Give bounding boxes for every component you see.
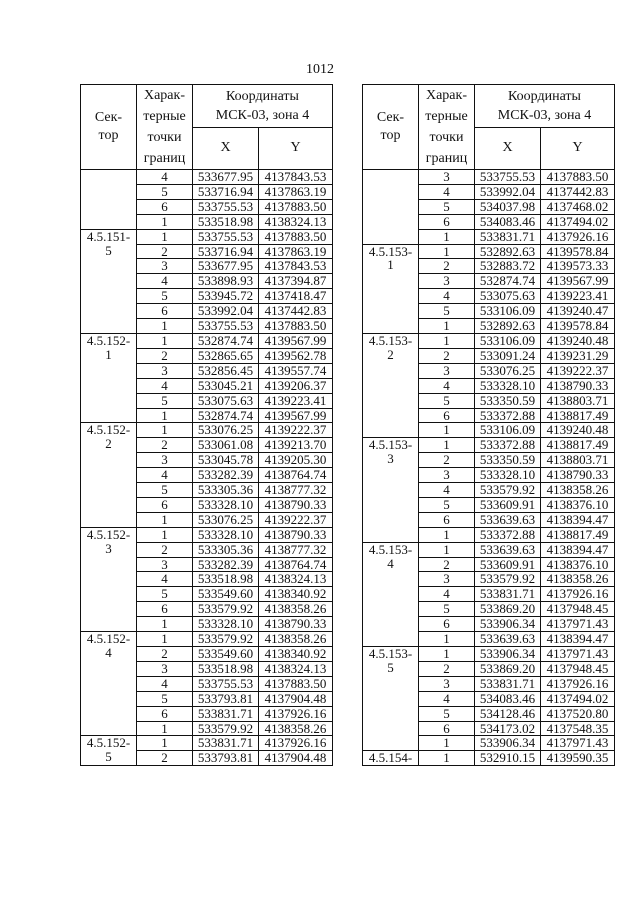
y-cell: 4137843.53 — [259, 259, 333, 274]
y-cell: 4137843.53 — [259, 170, 333, 185]
y-cell: 4138358.26 — [259, 602, 333, 617]
point-cell: 1 — [137, 319, 193, 334]
point-cell: 3 — [137, 259, 193, 274]
y-cell: 4138764.74 — [259, 468, 333, 483]
point-cell: 4 — [137, 274, 193, 289]
x-cell: 533831.71 — [475, 676, 541, 691]
y-cell: 4139562.78 — [259, 348, 333, 363]
x-cell: 533755.53 — [193, 229, 259, 244]
coordinates-table-left — [80, 84, 333, 766]
y-cell: 4137442.83 — [259, 304, 333, 319]
y-cell: 4139205.30 — [259, 453, 333, 468]
point-cell: 1 — [137, 214, 193, 229]
y-cell: 4138358.26 — [259, 632, 333, 647]
x-cell: 533755.53 — [193, 199, 259, 214]
x-cell: 533906.34 — [475, 617, 541, 632]
x-cell: 533831.71 — [475, 587, 541, 602]
y-cell: 4138790.33 — [541, 378, 615, 393]
x-cell: 533350.59 — [475, 393, 541, 408]
y-cell: 4138324.13 — [259, 214, 333, 229]
table-row — [81, 527, 333, 542]
point-cell: 3 — [137, 557, 193, 572]
y-cell: 4139240.47 — [541, 304, 615, 319]
point-cell: 1 — [419, 736, 475, 751]
y-cell: 4138324.13 — [259, 572, 333, 587]
table-row — [363, 244, 615, 259]
y-cell: 4138803.71 — [541, 453, 615, 468]
point-cell: 5 — [137, 691, 193, 706]
header-points: Харак- терные точки границ — [137, 85, 193, 170]
x-cell: 533639.63 — [475, 512, 541, 527]
y-cell: 4139223.41 — [259, 393, 333, 408]
point-cell: 1 — [419, 542, 475, 557]
x-cell: 532874.74 — [475, 274, 541, 289]
point-cell: 1 — [419, 333, 475, 348]
point-cell: 3 — [419, 170, 475, 185]
x-cell: 533716.94 — [193, 184, 259, 199]
header-y: Y — [259, 127, 333, 170]
y-cell: 4137926.16 — [541, 587, 615, 602]
y-cell: 4137883.50 — [259, 676, 333, 691]
x-cell: 533106.09 — [475, 333, 541, 348]
x-cell: 533076.25 — [475, 363, 541, 378]
x-cell: 533906.34 — [475, 736, 541, 751]
y-cell: 4139590.35 — [541, 751, 615, 766]
sector-cell: 4.5.154- — [363, 751, 419, 766]
sector-cell: 4.5.152- 2 — [81, 423, 137, 527]
table-row — [81, 170, 333, 185]
point-cell: 6 — [137, 304, 193, 319]
y-cell: 4139222.37 — [259, 423, 333, 438]
point-cell: 1 — [137, 736, 193, 751]
x-cell: 532856.45 — [193, 363, 259, 378]
point-cell: 2 — [137, 542, 193, 557]
x-cell: 533755.53 — [193, 319, 259, 334]
x-cell: 533350.59 — [475, 453, 541, 468]
x-cell: 533372.88 — [475, 527, 541, 542]
y-cell: 4137520.80 — [541, 706, 615, 721]
x-cell: 533328.10 — [193, 497, 259, 512]
header-sector: Сек- тор — [81, 85, 137, 170]
point-cell: 2 — [419, 259, 475, 274]
point-cell: 5 — [419, 497, 475, 512]
y-cell: 4138394.47 — [541, 542, 615, 557]
sector-cell: 4.5.151- 5 — [81, 229, 137, 333]
point-cell: 1 — [137, 617, 193, 632]
point-cell: 6 — [137, 497, 193, 512]
point-cell: 1 — [137, 721, 193, 736]
y-cell: 4139223.41 — [541, 289, 615, 304]
x-cell: 533793.81 — [193, 751, 259, 766]
sector-cell — [81, 170, 137, 230]
x-cell: 533869.20 — [475, 661, 541, 676]
point-cell: 1 — [419, 423, 475, 438]
x-cell: 534083.46 — [475, 214, 541, 229]
y-cell: 4137863.19 — [259, 184, 333, 199]
x-cell: 533755.53 — [193, 676, 259, 691]
x-cell: 533716.94 — [193, 244, 259, 259]
point-cell: 1 — [419, 751, 475, 766]
point-cell: 1 — [137, 408, 193, 423]
sector-cell: 4.5.152- 1 — [81, 333, 137, 422]
point-cell: 5 — [137, 587, 193, 602]
point-cell: 3 — [419, 676, 475, 691]
y-cell: 4139206.37 — [259, 378, 333, 393]
header-x: X — [475, 127, 541, 170]
y-cell: 4137971.43 — [541, 736, 615, 751]
y-cell: 4138817.49 — [541, 438, 615, 453]
y-cell: 4138777.32 — [259, 542, 333, 557]
y-cell: 4137904.48 — [259, 751, 333, 766]
point-cell: 4 — [419, 378, 475, 393]
y-cell: 4138358.26 — [259, 721, 333, 736]
x-cell: 533831.71 — [193, 736, 259, 751]
y-cell: 4139567.99 — [541, 274, 615, 289]
point-cell: 3 — [137, 661, 193, 676]
y-cell: 4139240.48 — [541, 333, 615, 348]
sector-cell: 4.5.153- 3 — [363, 438, 419, 542]
y-cell: 4138394.47 — [541, 632, 615, 647]
x-cell: 533305.36 — [193, 483, 259, 498]
point-cell: 6 — [419, 721, 475, 736]
x-cell: 533518.98 — [193, 661, 259, 676]
sector-cell: 4.5.153- 2 — [363, 333, 419, 437]
point-cell: 3 — [419, 572, 475, 587]
x-cell: 533639.63 — [475, 542, 541, 557]
point-cell: 4 — [137, 676, 193, 691]
table-row — [81, 423, 333, 438]
point-cell: 6 — [137, 199, 193, 214]
point-cell: 5 — [137, 483, 193, 498]
x-cell: 533549.60 — [193, 647, 259, 662]
x-cell: 533372.88 — [475, 408, 541, 423]
y-cell: 4137926.16 — [541, 676, 615, 691]
point-cell: 1 — [419, 244, 475, 259]
sector-cell: 4.5.153- 1 — [363, 244, 419, 333]
y-cell: 4137863.19 — [259, 244, 333, 259]
point-cell: 2 — [137, 438, 193, 453]
x-cell: 533282.39 — [193, 468, 259, 483]
point-cell: 1 — [419, 319, 475, 334]
point-cell: 1 — [419, 647, 475, 662]
y-cell: 4137883.50 — [259, 319, 333, 334]
x-cell: 533075.63 — [193, 393, 259, 408]
y-cell: 4139222.37 — [259, 512, 333, 527]
x-cell: 532892.63 — [475, 319, 541, 334]
point-cell: 5 — [419, 304, 475, 319]
x-cell: 533898.93 — [193, 274, 259, 289]
x-cell: 533045.21 — [193, 378, 259, 393]
y-cell: 4138340.92 — [259, 587, 333, 602]
header-y: Y — [541, 127, 615, 170]
x-cell: 533639.63 — [475, 632, 541, 647]
point-cell: 5 — [137, 393, 193, 408]
y-cell: 4138358.26 — [541, 483, 615, 498]
point-cell: 2 — [137, 751, 193, 766]
x-cell: 533328.10 — [475, 378, 541, 393]
x-cell: 533305.36 — [193, 542, 259, 557]
point-cell: 2 — [137, 647, 193, 662]
table-header — [81, 85, 333, 170]
x-cell: 533579.92 — [475, 572, 541, 587]
x-cell: 533869.20 — [475, 602, 541, 617]
y-cell: 4137418.47 — [259, 289, 333, 304]
point-cell: 5 — [419, 602, 475, 617]
point-cell: 6 — [137, 706, 193, 721]
x-cell: 533831.71 — [475, 229, 541, 244]
x-cell: 533076.25 — [193, 512, 259, 527]
x-cell: 533677.95 — [193, 259, 259, 274]
y-cell: 4139567.99 — [259, 408, 333, 423]
y-cell: 4137926.16 — [259, 706, 333, 721]
point-cell: 1 — [419, 438, 475, 453]
x-cell: 533793.81 — [193, 691, 259, 706]
x-cell: 533677.95 — [193, 170, 259, 185]
sector-cell: 4.5.153- 5 — [363, 647, 419, 751]
x-cell: 533518.98 — [193, 214, 259, 229]
x-cell: 533328.10 — [193, 617, 259, 632]
y-cell: 4137494.02 — [541, 691, 615, 706]
sector-cell: 4.5.152- 3 — [81, 527, 137, 631]
x-cell: 533106.09 — [475, 423, 541, 438]
x-cell: 533328.10 — [193, 527, 259, 542]
y-cell: 4139240.48 — [541, 423, 615, 438]
x-cell: 532883.72 — [475, 259, 541, 274]
x-cell: 533609.91 — [475, 497, 541, 512]
point-cell: 4 — [419, 184, 475, 199]
y-cell: 4138358.26 — [541, 572, 615, 587]
x-cell: 533518.98 — [193, 572, 259, 587]
x-cell: 533045.78 — [193, 453, 259, 468]
x-cell: 533992.04 — [193, 304, 259, 319]
point-cell: 4 — [419, 483, 475, 498]
x-cell: 533106.09 — [475, 304, 541, 319]
y-cell: 4137883.50 — [541, 170, 615, 185]
point-cell: 5 — [419, 706, 475, 721]
y-cell: 4137494.02 — [541, 214, 615, 229]
x-cell: 533549.60 — [193, 587, 259, 602]
y-cell: 4138340.92 — [259, 647, 333, 662]
table-row — [363, 438, 615, 453]
y-cell: 4138764.74 — [259, 557, 333, 572]
y-cell: 4137904.48 — [259, 691, 333, 706]
table-row — [363, 542, 615, 557]
table-body — [363, 170, 615, 766]
y-cell: 4137971.43 — [541, 647, 615, 662]
table-row — [81, 736, 333, 751]
x-cell: 532892.63 — [475, 244, 541, 259]
y-cell: 4138817.49 — [541, 527, 615, 542]
point-cell: 5 — [419, 393, 475, 408]
y-cell: 4138817.49 — [541, 408, 615, 423]
point-cell: 2 — [419, 453, 475, 468]
point-cell: 1 — [419, 229, 475, 244]
x-cell: 533372.88 — [475, 438, 541, 453]
y-cell: 4139222.37 — [541, 363, 615, 378]
sector-cell: 4.5.152- 5 — [81, 736, 137, 766]
point-cell: 4 — [419, 587, 475, 602]
point-cell: 6 — [419, 617, 475, 632]
x-cell: 533906.34 — [475, 647, 541, 662]
y-cell: 4138790.33 — [259, 617, 333, 632]
y-cell: 4138324.13 — [259, 661, 333, 676]
y-cell: 4137468.02 — [541, 199, 615, 214]
y-cell: 4139578.84 — [541, 319, 615, 334]
x-cell: 532910.15 — [475, 751, 541, 766]
y-cell: 4138777.32 — [259, 483, 333, 498]
point-cell: 2 — [137, 348, 193, 363]
x-cell: 532865.65 — [193, 348, 259, 363]
point-cell: 1 — [137, 423, 193, 438]
x-cell: 534128.46 — [475, 706, 541, 721]
y-cell: 4138790.33 — [541, 468, 615, 483]
y-cell: 4139578.84 — [541, 244, 615, 259]
point-cell: 1 — [137, 333, 193, 348]
point-cell: 4 — [137, 572, 193, 587]
x-cell: 532874.74 — [193, 333, 259, 348]
x-cell: 533992.04 — [475, 184, 541, 199]
x-cell: 534037.98 — [475, 199, 541, 214]
point-cell: 1 — [419, 632, 475, 647]
point-cell: 1 — [137, 229, 193, 244]
y-cell: 4137948.45 — [541, 661, 615, 676]
point-cell: 4 — [419, 289, 475, 304]
x-cell: 533579.92 — [193, 602, 259, 617]
x-cell: 533075.63 — [475, 289, 541, 304]
point-cell: 6 — [137, 602, 193, 617]
point-cell: 6 — [419, 214, 475, 229]
point-cell: 2 — [137, 244, 193, 259]
y-cell: 4138394.47 — [541, 512, 615, 527]
point-cell: 1 — [137, 632, 193, 647]
y-cell: 4137548.35 — [541, 721, 615, 736]
x-cell: 533609.91 — [475, 557, 541, 572]
point-cell: 1 — [419, 527, 475, 542]
y-cell: 4137926.16 — [541, 229, 615, 244]
point-cell: 2 — [419, 661, 475, 676]
point-cell: 3 — [419, 363, 475, 378]
y-cell: 4137926.16 — [259, 736, 333, 751]
point-cell: 3 — [137, 363, 193, 378]
point-cell: 6 — [419, 512, 475, 527]
point-cell: 5 — [137, 289, 193, 304]
table-row — [363, 333, 615, 348]
y-cell: 4139213.70 — [259, 438, 333, 453]
header-sector: Сек- тор — [363, 85, 419, 170]
point-cell: 5 — [137, 184, 193, 199]
point-cell: 1 — [137, 512, 193, 527]
x-cell: 533076.25 — [193, 423, 259, 438]
header-coordinates: Координаты МСК-03, зона 4 — [193, 85, 333, 128]
point-cell: 4 — [137, 170, 193, 185]
point-cell: 1 — [137, 527, 193, 542]
y-cell: 4139573.33 — [541, 259, 615, 274]
x-cell: 533328.10 — [475, 468, 541, 483]
point-cell: 3 — [137, 453, 193, 468]
sector-cell: 4.5.152- 4 — [81, 632, 137, 736]
y-cell: 4137971.43 — [541, 617, 615, 632]
point-cell: 2 — [419, 348, 475, 363]
sector-cell — [363, 170, 419, 245]
x-cell: 533579.92 — [193, 632, 259, 647]
header-x: X — [193, 127, 259, 170]
table-row — [81, 333, 333, 348]
y-cell: 4138790.33 — [259, 527, 333, 542]
y-cell: 4138790.33 — [259, 497, 333, 512]
x-cell: 533579.92 — [193, 721, 259, 736]
x-cell: 533579.92 — [475, 483, 541, 498]
point-cell: 4 — [419, 691, 475, 706]
x-cell: 533061.08 — [193, 438, 259, 453]
header-coordinates: Координаты МСК-03, зона 4 — [475, 85, 615, 128]
point-cell: 2 — [419, 557, 475, 572]
y-cell: 4137394.87 — [259, 274, 333, 289]
x-cell: 532874.74 — [193, 408, 259, 423]
y-cell: 4137442.83 — [541, 184, 615, 199]
y-cell: 4137883.50 — [259, 229, 333, 244]
x-cell: 533091.24 — [475, 348, 541, 363]
y-cell: 4137883.50 — [259, 199, 333, 214]
y-cell: 4137948.45 — [541, 602, 615, 617]
table-body — [81, 170, 333, 766]
x-cell: 533755.53 — [475, 170, 541, 185]
y-cell: 4138376.10 — [541, 557, 615, 572]
point-cell: 4 — [137, 468, 193, 483]
table-row — [81, 632, 333, 647]
x-cell: 533831.71 — [193, 706, 259, 721]
table-header — [363, 85, 615, 170]
point-cell: 5 — [419, 199, 475, 214]
y-cell: 4138803.71 — [541, 393, 615, 408]
header-points: Харак- терные точки границ — [419, 85, 475, 170]
point-cell: 3 — [419, 274, 475, 289]
table-row — [363, 647, 615, 662]
table-row — [81, 229, 333, 244]
x-cell: 534173.02 — [475, 721, 541, 736]
y-cell: 4138376.10 — [541, 497, 615, 512]
table-row — [363, 170, 615, 185]
table-row — [363, 751, 615, 766]
point-cell: 4 — [137, 378, 193, 393]
point-cell: 3 — [419, 468, 475, 483]
y-cell: 4139567.99 — [259, 333, 333, 348]
point-cell: 6 — [419, 408, 475, 423]
x-cell: 533282.39 — [193, 557, 259, 572]
x-cell: 534083.46 — [475, 691, 541, 706]
coordinates-table-right — [362, 84, 615, 766]
page-number: 1012 — [306, 62, 334, 77]
y-cell: 4139231.29 — [541, 348, 615, 363]
y-cell: 4139557.74 — [259, 363, 333, 378]
sector-cell: 4.5.153- 4 — [363, 542, 419, 646]
x-cell: 533945.72 — [193, 289, 259, 304]
